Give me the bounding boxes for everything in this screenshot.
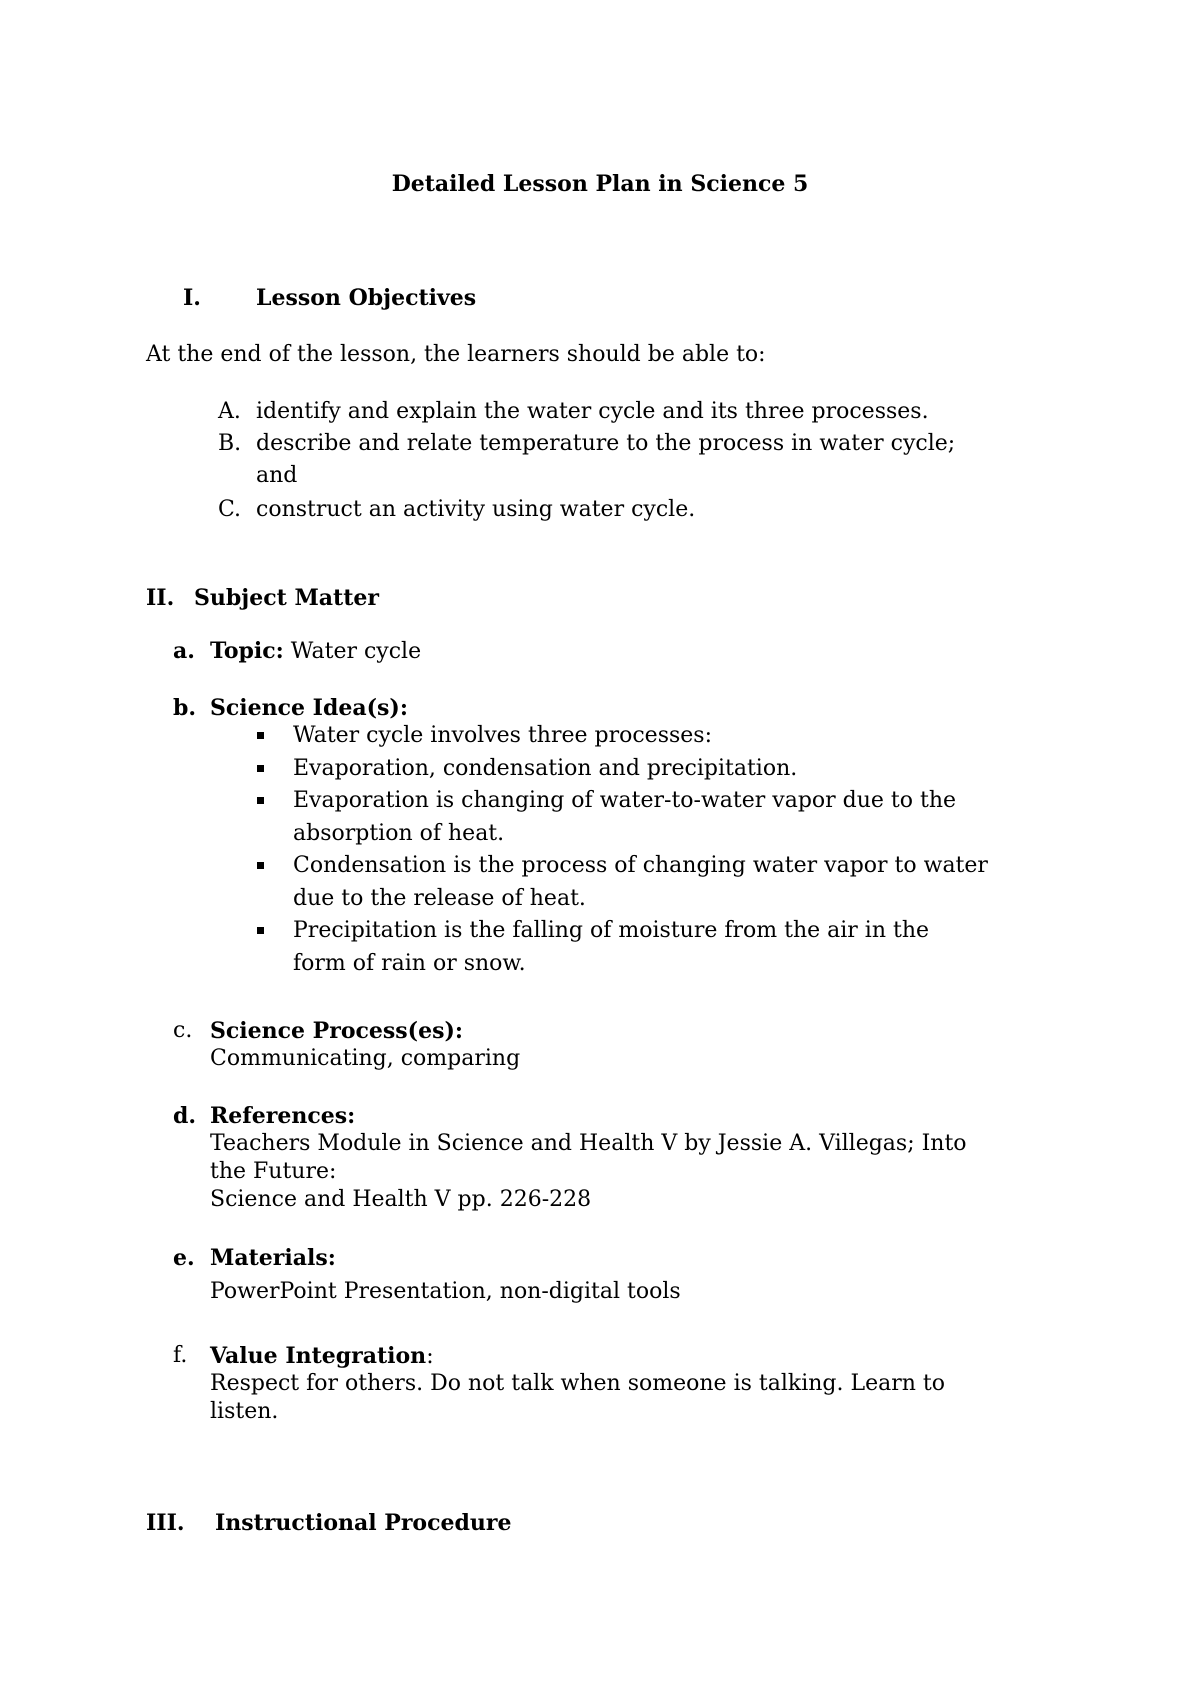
values-heading: [210, 1342, 434, 1371]
ideas-label: Science Idea(s):: [210, 695, 408, 721]
values-label: Value Integration: [210, 1343, 427, 1369]
item-marker: d.: [173, 1103, 197, 1129]
section-3-heading: Instructional Procedure: [215, 1510, 512, 1536]
objectives-intro: At the end of the lesson, the learners should be able to:: [146, 342, 766, 367]
objective-text: and: [256, 463, 298, 488]
processes-value: Communicating, comparing: [210, 1046, 521, 1071]
topic-value: Water cycle: [290, 639, 422, 664]
idea-text: form of rain or snow.: [293, 951, 526, 976]
materials-value: PowerPoint Presentation, non-digital tools: [210, 1279, 681, 1304]
section-3-numeral: III.: [146, 1510, 185, 1536]
values-line: Respect for others. Do not talk when someone is talking. Learn to: [210, 1371, 945, 1396]
references-label: References:: [210, 1103, 356, 1129]
bullet-icon: [257, 765, 264, 772]
idea-text: Evaporation is changing of water-to-water vapor due to the: [293, 788, 957, 813]
bullet-icon: [257, 862, 264, 869]
bullet-icon: [257, 797, 264, 804]
item-marker: b.: [173, 695, 197, 721]
item-marker: f.: [173, 1343, 188, 1368]
idea-text: Water cycle involves three processes:: [293, 723, 712, 748]
reference-line: Science and Health V pp. 226-228: [210, 1187, 592, 1212]
values-line: listen.: [210, 1399, 279, 1424]
idea-text: Precipitation is the falling of moisture from the air in the: [293, 918, 930, 943]
topic-label: Topic:: [210, 638, 284, 664]
idea-text: Condensation is the process of changing water vapor to water: [293, 853, 988, 878]
section-1-numeral: I.: [183, 285, 201, 311]
idea-text: Evaporation, condensation and precipitation.: [293, 756, 798, 781]
objective-marker: A.: [218, 399, 241, 424]
values-colon: :: [426, 1344, 434, 1369]
reference-line: Teachers Module in Science and Health V by Jessie A. Villegas; Into: [210, 1131, 967, 1156]
idea-text: absorption of heat.: [293, 821, 505, 846]
bullet-icon: [257, 927, 264, 934]
objective-text: describe and relate temperature to the process in water cycle;: [256, 431, 956, 456]
reference-line: the Future:: [210, 1159, 337, 1184]
objective-marker: C.: [218, 497, 242, 522]
objective-text: identify and explain the water cycle and its three processes.: [256, 399, 929, 424]
section-1-heading: Lesson Objectives: [256, 285, 477, 311]
section-2-heading: Subject Matter: [194, 585, 379, 611]
item-marker: e.: [173, 1245, 195, 1271]
objective-marker: B.: [218, 431, 242, 456]
processes-label: Science Process(es):: [210, 1018, 463, 1044]
item-marker: a.: [173, 638, 195, 664]
section-2-numeral: II.: [146, 585, 175, 611]
idea-text: due to the release of heat.: [293, 886, 586, 911]
bullet-icon: [257, 732, 264, 739]
document-title: Detailed Lesson Plan in Science 5: [391, 171, 809, 197]
item-marker: c.: [173, 1018, 193, 1043]
objective-text: construct an activity using water cycle.: [256, 497, 696, 522]
topic-line: [210, 637, 421, 666]
materials-label: Materials:: [210, 1245, 336, 1271]
